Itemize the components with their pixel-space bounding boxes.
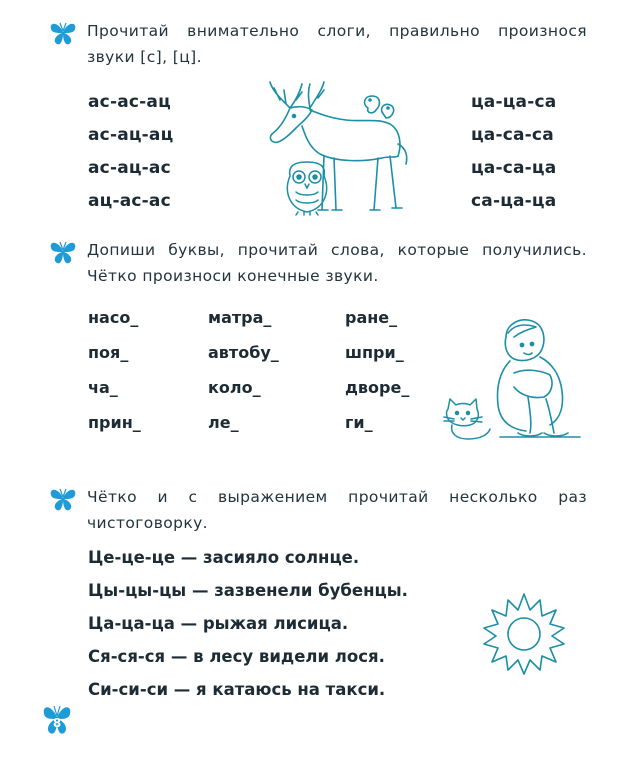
owl-illustration [280, 160, 334, 216]
syllable-right-2: ца-са-са [471, 125, 554, 145]
word-col2-4: ле_ [208, 413, 239, 432]
syllable-left-2: ас-ац-ац [88, 125, 174, 145]
tongue-twister-line-4: Ся-ся-ся — в лесу видели лося. [88, 647, 385, 666]
word-col2-2: автобу_ [208, 343, 279, 362]
syllable-left-4: ац-ас-ас [88, 191, 171, 211]
word-col1-4: прин_ [88, 413, 141, 432]
page-number: 8 [52, 716, 62, 730]
word-col3-4: ги_ [345, 413, 373, 432]
task1-instruction: Прочитай внимательно слоги, правильно произнося звуки [с], [ц]. [87, 22, 587, 66]
word-col1-1: насо_ [88, 308, 139, 327]
word-col3-1: ране_ [345, 308, 398, 327]
word-col2-3: коло_ [208, 378, 261, 397]
syllable-right-4: са-ца-ца [471, 191, 557, 211]
task3-instruction: Чётко и с выражением прочитай несколько раз чистоговорку. [87, 488, 587, 532]
word-col3-3: дворе_ [345, 378, 410, 397]
word-col3-2: шпри_ [345, 343, 404, 362]
cat-illustration [440, 395, 494, 443]
word-col1-3: ча_ [88, 378, 118, 397]
butterfly-icon [48, 238, 78, 266]
syllable-left-3: ас-ац-ас [88, 158, 171, 178]
task2-instruction: Допиши буквы, прочитай слова, которые получились. Чётко произноси конечные звуки. [87, 241, 587, 285]
tongue-twister-line-5: Си-си-си — я катаюсь на такси. [88, 680, 386, 699]
sun-illustration [480, 590, 568, 678]
word-col2-1: матра_ [208, 308, 272, 327]
syllable-right-1: ца-ца-са [471, 92, 557, 112]
tongue-twister-line-2: Цы-цы-цы — зазвенели бубенцы. [88, 581, 408, 600]
moose-illustration [250, 78, 420, 218]
butterfly-icon [48, 19, 78, 47]
tongue-twister-line-1: Це-це-це — засияло солнце. [88, 548, 360, 567]
syllable-right-3: ца-са-ца [471, 158, 557, 178]
tongue-twister-line-3: Ца-ца-ца — рыжая лисица. [88, 614, 349, 633]
word-col1-2: поя_ [88, 343, 129, 362]
butterfly-icon [48, 485, 78, 513]
syllable-left-1: ас-ас-ац [88, 92, 171, 112]
